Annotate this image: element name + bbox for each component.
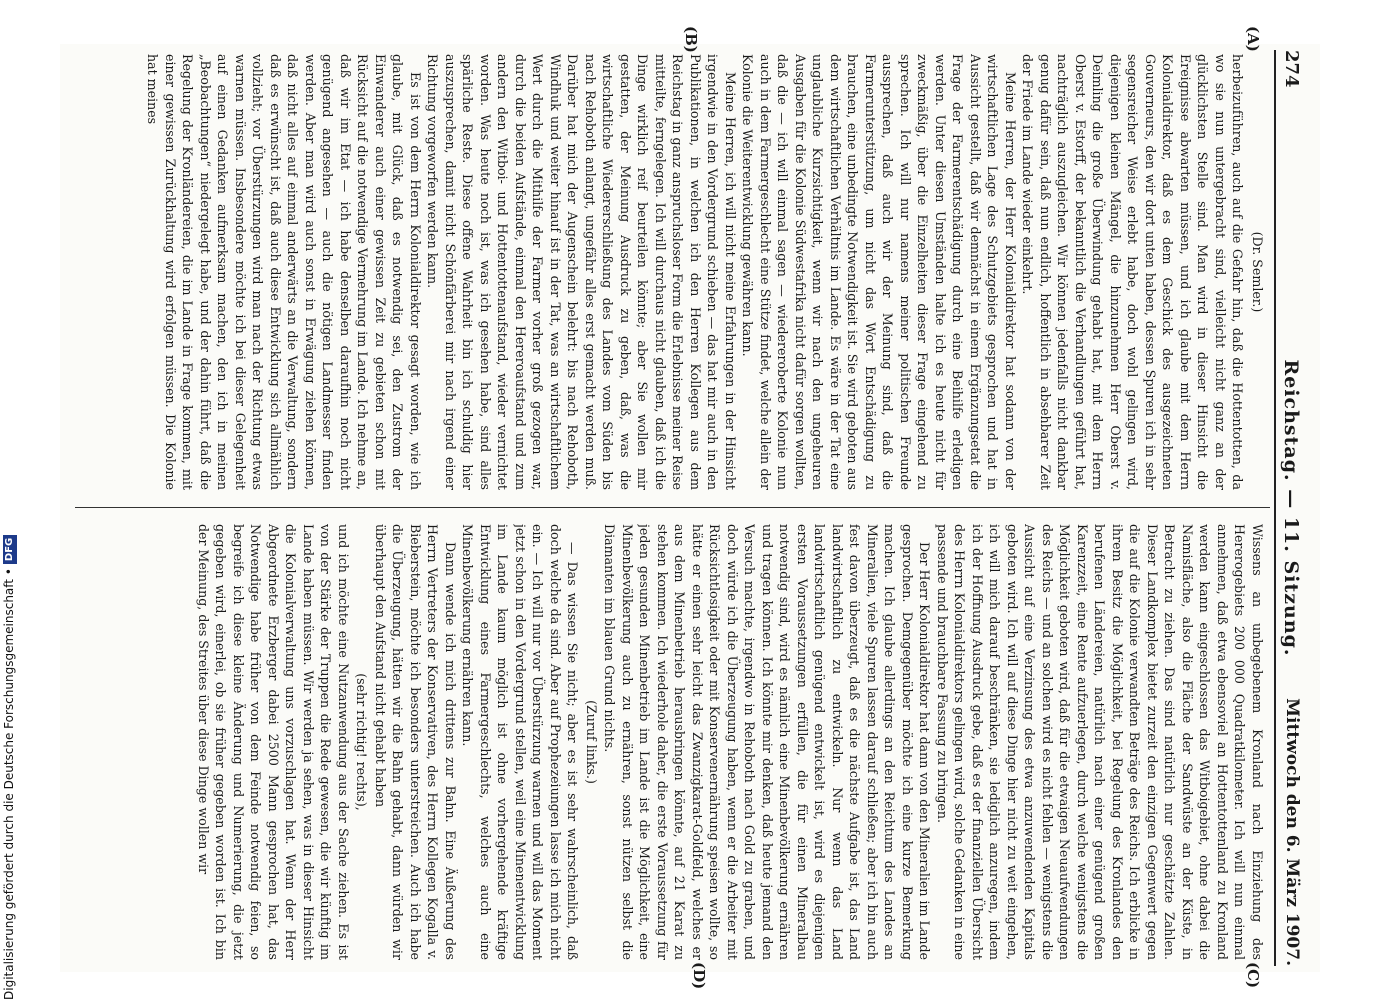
session-date: Mittwoch den 6. März 1907.	[1282, 698, 1302, 966]
session-title: Reichstag. — 11. Sitzung.	[1280, 359, 1302, 657]
margin-marker-c: (C)	[1244, 962, 1262, 989]
rotated-page-content	[60, 26, 1320, 990]
dfg-logo: DFG	[3, 535, 17, 564]
right-paragraph: — Das wissen Sie nicht; aber es ist sehr wahrscheinlich, daß doch welche da sind. Aber auf Prophezeiungen lasse ich mich nicht ein. — Ich will nur vor Überstürzung warnen und will das Moment jetzt schon in den Vordergrund stellen, weil eine Minenentwicklung im Lande kaum möglich ist ohne vorhergehende kräftige Entwicklung eines Farmergeschlechts, welches auch eine Minenbevölkerung ernähren kann.	[460, 524, 581, 960]
left-paragraph: herbeizuführen, auch auf die Gefahr hin, daß die Hottentotten, da wo sie nun untergebracht sind, vielleicht nicht ganz an der glücklichsten Stelle sind. Man wird in dieser Hinsicht die Ereignisse abwarten müssen, und ich glaube mit dem Herrn Kolonialdirektor, daß es dem Geschick des ausgezeichneten Gouverneurs, den wir dort unten haben, dessen Spuren ich in sehr segensreicher Weise erlebt habe, doch wohl gelingen wird, diejenigen kleinen Mängel, die hinzunehmen Herr Oberst v. Deimling die große Überwindung gehabt hat, mit dem Herrn Oberst v. Estorff, der bekanntlich die Verhandlungen geführt hat, nachträglich auszugleichen. Wir können jedenfalls nicht dankbar genug dafür sein, daß nun endlich, hoffentlich in absehbarer Zeit der Friede im Lande wieder einkehrt.	[1020, 54, 1246, 490]
left-paragraph: Es ist von dem Herrn Kolonialdirektor gesagt worden, wie ich glaube, mit Glück, daß es notwendig sei, den Zustrom der Einwanderer auch einer gewissen Zeit zu gebieten schon mit Rücksicht auf die notwendige Vermehrung im Lande. Ich nehme an, daß wir im Etat — ich habe denselben daraufhin noch nicht genügend angesehen — auch die nötigen Landmesser finden werden. Aber man wird auch sonst in Erwägung ziehen können, daß nicht alles auf einmal anderwärts an die Verwaltung, sondern daß es erwünscht ist, daß auch diese Entwicklung sich allmählich vollzieht; vor Überstürzungen wird man nach der Richtung etwas warnen müssen. Insbesondere möchte ich bei dieser Gelegenheit auf einen Gedanken aufmerksam machen, den ich in meinen „Beobachtungen“ niedergelegt habe, und der dahin führt, daß die Regelung der Kronländereien, die im Lande in Frage kommen, mit einer gewissen Zurückhaltung wird erfolgen müssen. Die Kolonie hat meines	[145, 54, 423, 490]
margin-marker-d: (D)	[690, 962, 708, 990]
interjection: (Zuruf links.)	[584, 700, 599, 784]
left-column	[76, 54, 1266, 490]
digitization-credit	[0, 0, 20, 1000]
column-divider	[75, 507, 1270, 508]
left-paragraph: Meine Herren, der Herr Kolonialdirektor hat sodann von der wirtschaftlichen Lage des Schutzgebiets gesprochen und hat in Aussicht gestellt, daß wir demnächst in einem Ergänzungsetat die Frage der Farmerentschädigung durch eine Beihilfe erledigen werden. Unter diesen Umständen halte ich es heute nicht für zweckmäßig, über die Einzelheiten dieser Frage eingehend zu sprechen. Ich will nur namens meiner politischen Freunde aussprechen, daß auch wir der Meinung sind, daß die Farmerunterstützung, um nicht das Wort Entschädigung zu brauchen, eine unbedingte Notwendigkeit ist. Sie wird geboten aus dem wirtschaftlichen Verhältnis im Lande. Es wäre in der Tat eine unglaubliche Kurzsichtigkeit, wenn wir nach den ungeheuren Ausgaben für die Kolonie Südwestafrika nicht dafür sorgen wollten, daß die — ich will einmal sagen — wiedereroberte Kolonie nun auch in dem Farmergeschlecht eine Stütze findet, welche allein der Kolonie die Weiterentwicklung gewähren kann.	[740, 54, 1018, 490]
speaker-label: (Dr. Semler.)	[1250, 231, 1265, 313]
interjection: (sehr richtig! rechts),	[354, 673, 370, 811]
right-paragraph: Wissens an unbegebenem Kronland nach Einziehung des Hererogebiets 200 000 Quadratkilometer. Ich will nun einmal annehmen, daß etwa ebensoviel an Hottentottenland zu Kronland werden kann eingeschlossen das Witboigebiet, ohne dabei die Namisfläche, also die Fläche der Sandwüste an der Küste, in Betracht zu ziehen. Das sind natürlich nur geschätzte Zahlen. Dieser Landkomplex bietet zurzeit den einzigen Gegenwert gegen die auf die Kolonie verwandten Beträge des Reichs. Ich erblicke in ihrem Besitz die Möglichkeit, bei Regelung des Kronlandes den berufenen Ländereien, natürlich nach einer genügend großen Karenzzeit, eine Rente aufzuerlegen, durch welche wenigstens die Möglichkeit geboten wird, daß für die etwaigen Neuaufwendungen des Reichs — und an solchen wird es nicht fehlen — wenigstens die Aussicht auf eine Verzinsung des etwa anzuwendenden Kapitals geboten wird. Ich will auf diese Dinge hier nicht zu weit eingehen, ich will mich darauf beschränken, sie lediglich anzuregen, indem ich der Hoffnung Ausdruck gebe, daß es der finanziellen Übersicht des Herrn Kolonialdirektors gelingen wird, solche Gedanken in eine passende und brauchbare Fassung zu bringen.	[935, 524, 1265, 960]
margin-marker-b: (B)	[682, 26, 700, 53]
credit-text: Digitalisierung gefördert durch die Deutsche Forschungsgemeinschaft •	[2, 568, 16, 1000]
right-paragraph: Dann wende ich mich drittens zur Bahn. Eine Äußerung des Herrn Vertreters der Konservativen, des Herrn Kollegen Kogalla v. Bieberstein, möchte ich besonders unterstreichen. Auch ich habe die Überzeugung, hätten wir die Bahn gehabt, dann würden wir überhaupt den Aufstand nicht gehabt haben	[373, 524, 458, 960]
page-header	[1274, 50, 1306, 966]
right-paragraph: Der Herr Kolonialdirektor hat dann von den Mineralien im Lande gesprochen. Demgegenüber möchte ich eine kurze Bemerkung machen. Ich glaube allerdings an den Reichtum des Landes an Mineralien, viele Spuren lassen darauf schließen; aber ich bin auch fest davon überzeugt, daß es die nächste Aufgabe ist, das Land landwirtschaftlich zu entwickeln. Nur wenn das Land landwirtschaftlich genügend entwickelt ist, wird es diejenigen ersten Voraussetzungen erfüllen, die für einen Mineralbau notwendig sind, wird es nämlich eine Minenbevölkerung ernähren und tragen können. Ich könnte mir denken, daß heute jemand den Versuch machte, irgendwo in Rehoboth nach Gold zu graben, und doch würde ich die Überzeugung haben, wenn er die Arbeiter mit Rücksichtlosigkeit oder mit Konservenernährung speisen wollte, so hätte er einen sehr leicht das Zwanzigkarat-Goldfeld, welches er aus dem Minenbetrieb herausbringen könnte, auf 21 Karat zu stehen kommen. Ich wiederhole daher, die erste Voraussetzung für jeden gesunden Minenbetrieb im Lande ist die Möglichkeit, eine Minenbevölkerung auch zu ernähren, sonst nützen selbst die Diamanten im blauen Grund nichts.	[602, 524, 933, 960]
right-paragraph: und ich möchte eine Nutzanwendung aus der Sache ziehen. Es ist von der Stärke der Truppen die Rede gewesen, die wir künftig im Lande haben müssen. Wir werden ja sehen, was in dieser Hinsicht die Kolonialverwaltung uns vorzuschlagen hat. Wenn der Herr Abgeordnete Erzberger dabei 2500 Mann gesprochen hat, das Notwendige habe früher von dem Feinde notwendig feien, so begreife ich diese kleine Änderung und Numerierung, die jetzt gegeben wird, einerlei, ob sie früher gegeben worden ist. Ich bin der Meinung, des Streites über diese Dinge wollen wir	[196, 524, 351, 960]
left-paragraph: Meine Herren, ich will nicht meine Erfahrungen in der Hinsicht irgendwie in den Vordergrund schieben — das hat mir auch in den Publikationen, in welchen ich den Herren Kollegen aus dem Reichstag in ganz anspruchsloser Form die Erlebnisse meiner Reise mitteilte, ferngelegen. Ich will durchaus nicht glauben, daß ich die Dinge wirklich reif beurteilen könnte; aber Sie wollen mir gestatten, der Meinung Ausdruck zu geben, daß, was die wirtschaftliche Wiedererschließung des Landes vom Süden bis nach Rehoboth anlangt, ungefähr alles erst gemacht werden muß. Darüber hat mich der Augenschein belehrt: bis nach Rehoboth, Windhuk und weiter hinauf ist in der Tat, was an wirtschaftlichem Wert durch die Mithilfe der Farmer vorher groß gezogen war, durch die beiden Aufstände, einmal den Hereroaufstand und zum andern den Witboi- und Hottentottenaufstand, wieder vernichtet worden. Was heute noch ist, was ich gesehen habe, sind alles spärliche Reste. Diese offene Wahrheit bin ich schuldig hier auszusprechen, damit nicht Schönfärberei mir nach irgend einer Richtung vorgeworfen werden kann.	[425, 54, 738, 490]
page-number: 274	[1281, 50, 1302, 88]
scanned-page	[60, 26, 1320, 990]
margin-marker-a: (A)	[1244, 26, 1262, 52]
right-column	[76, 524, 1266, 960]
